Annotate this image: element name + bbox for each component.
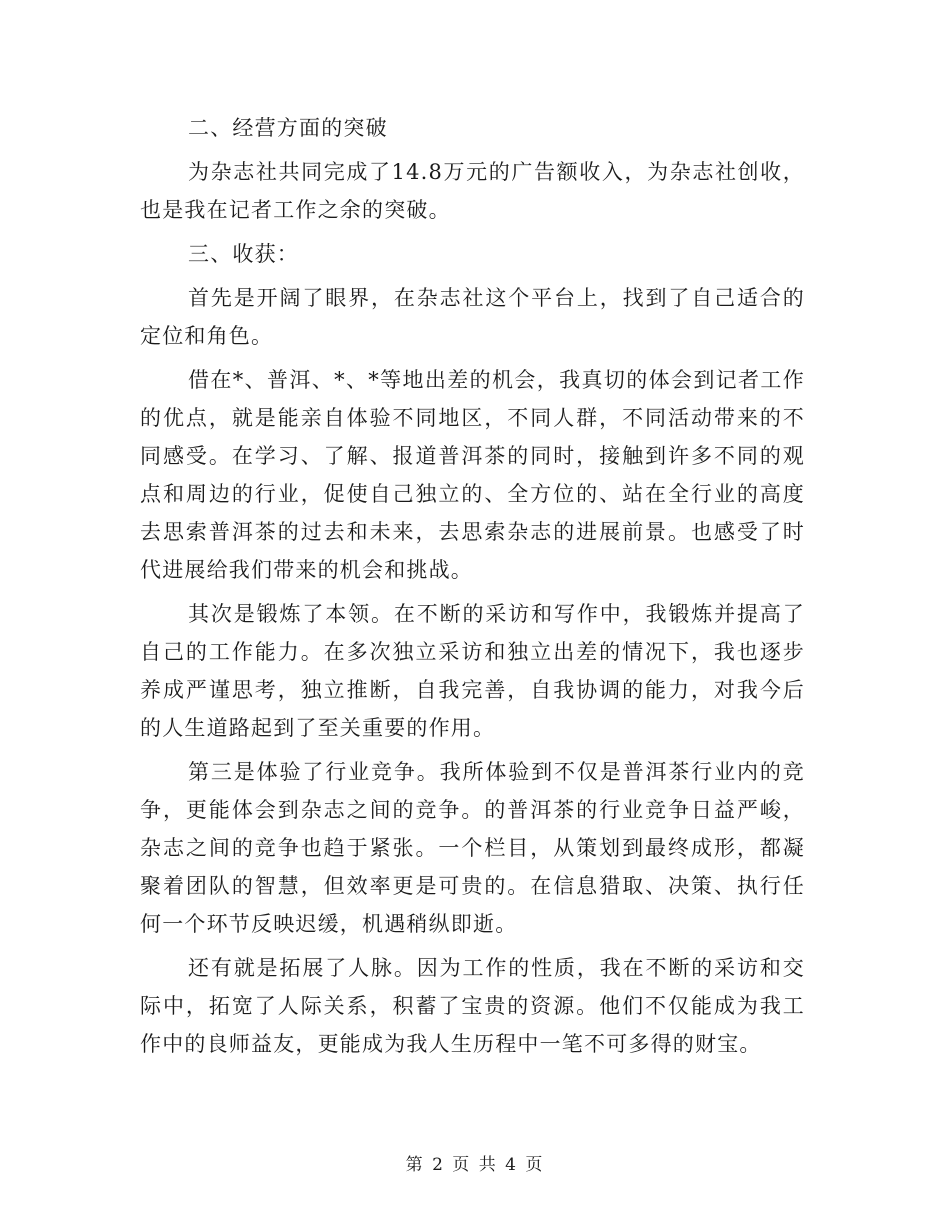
paragraph-skills: 其次是锻炼了本领。在不断的采访和写作中，我锻炼并提高了自己的工作能力。在多次独立采访和独立出差的情况下，我也逐步养成严谨思考，独立推断，自我完善，自我协调的能力，对我今后的人生道路起到了至关重要的作用。	[140, 602, 805, 740]
page-number-footer: 第 2 页 共 4 页	[405, 1155, 545, 1175]
paragraph-travel-experience: 借在*、普洱、*、*等地出差的机会，我真切的体会到记者工作的优点，就是能亲自体验不同地区，不同人群，不同活动带来的不同感受。在学习、了解、报道普洱茶的同时，接触到许多不同的观点和周边的行业，促使自己独立的、全方位的、站在全行业的高度去思索普洱茶的过去和未来，去思索杂志的进展前景。也感受了时代进展给我们带来的机会和挑战。	[140, 368, 805, 582]
section-heading-gains: 三、收获：	[188, 242, 299, 266]
paragraph-ad-revenue: 为杂志社共同完成了14.8万元的广告额收入，为杂志社创收，也是我在记者工作之余的突破。	[140, 160, 805, 222]
section-heading-business: 二、经营方面的突破	[188, 116, 388, 140]
paragraph-network: 还有就是拓展了人脉。因为工作的性质，我在不断的采访和交际中，拓宽了人际关系，积蓄了宝贵的资源。他们不仅能成为我工作中的良师益友，更能成为我人生历程中一笔不可多得的财宝。	[140, 956, 805, 1056]
paragraph-competition: 第三是体验了行业竞争。我所体验到不仅是普洱茶行业内的竞争，更能体会到杂志之间的竞争。的普洱茶的行业竞争日益严峻，杂志之间的竞争也趋于紧张。一个栏目，从策划到最终成形，都凝聚着团队的智慧，但效率更是可贵的。在信息猎取、决策、执行任何一个环节反映迟缓，机遇稍纵即逝。	[140, 760, 805, 936]
document-body	[140, 109, 805, 1069]
paragraph-horizons: 首先是开阔了眼界，在杂志社这个平台上，找到了自己适合的定位和角色。	[140, 286, 805, 348]
